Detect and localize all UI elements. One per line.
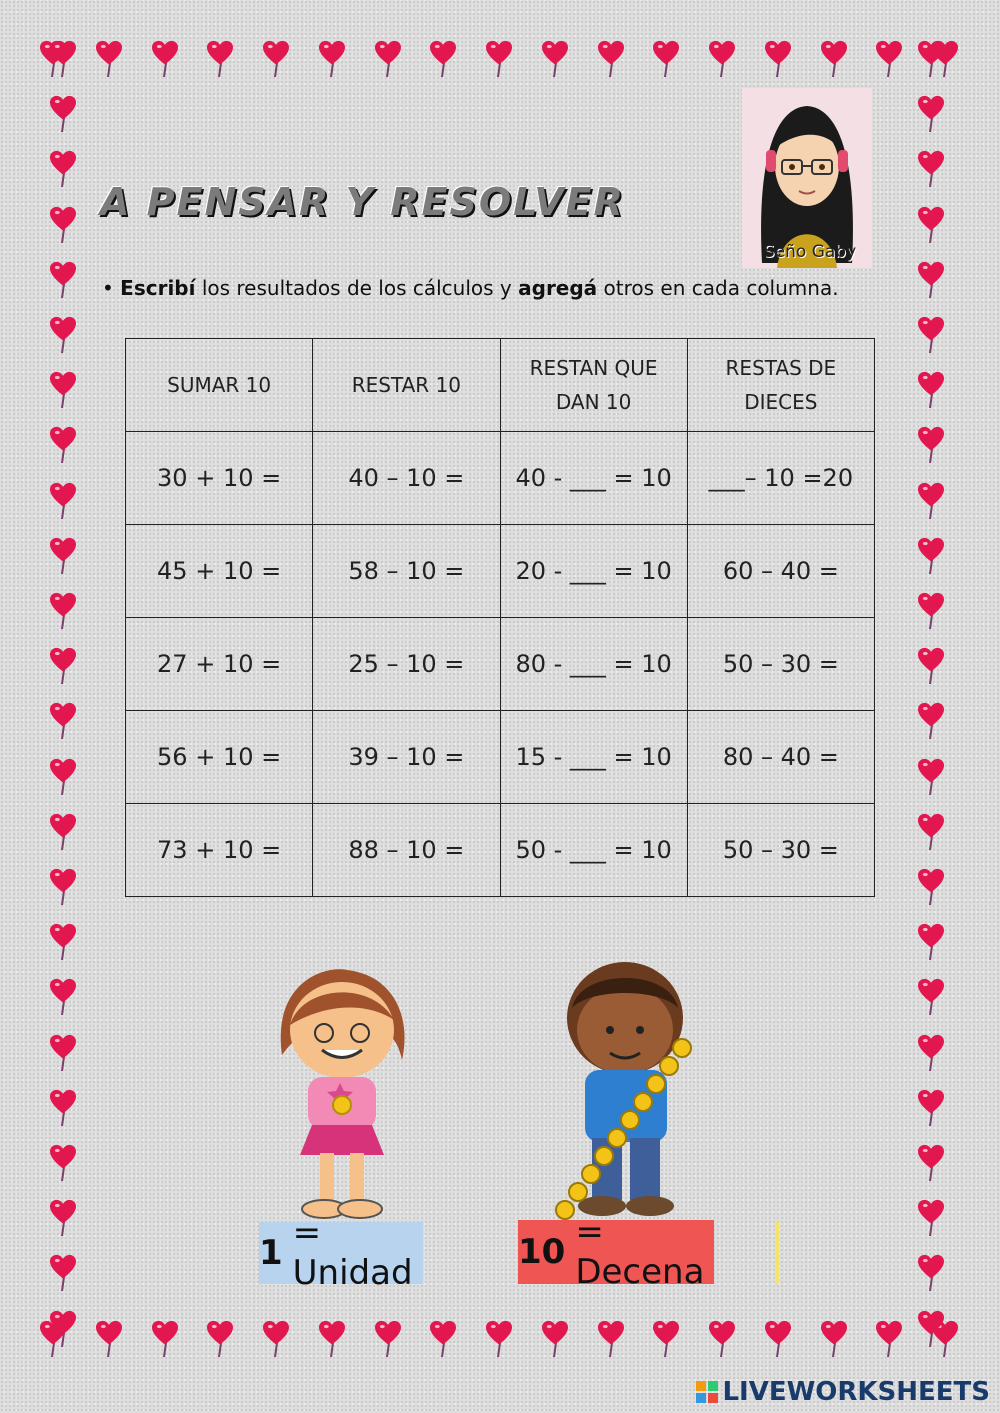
- heart-icon: [918, 923, 946, 963]
- heart-border-right: [918, 40, 946, 1350]
- instruction-text-2: otros en cada columna.: [597, 276, 839, 300]
- liveworksheets-icon: [696, 1381, 718, 1403]
- heart-icon: [50, 813, 78, 853]
- heart-icon: [598, 1320, 626, 1360]
- heart-icon: [821, 1320, 849, 1360]
- heart-icon: [918, 482, 946, 522]
- heart-icon: [50, 1144, 78, 1184]
- teacher-avatar: [742, 88, 872, 268]
- worksheet-title: A PENSAR Y RESOLVER: [100, 180, 625, 224]
- heart-icon: [918, 758, 946, 798]
- bead: [595, 1147, 613, 1165]
- heart-icon: [96, 40, 124, 80]
- heart-icon: [918, 261, 946, 301]
- table-row: [126, 432, 875, 525]
- instruction: [102, 276, 839, 300]
- heart-icon: [50, 261, 78, 301]
- heart-icon: [918, 813, 946, 853]
- heart-icon: [50, 426, 78, 466]
- exercise-table: [125, 338, 875, 897]
- heart-icon: [918, 371, 946, 411]
- table-row: [126, 711, 875, 804]
- bead: [634, 1093, 652, 1111]
- header-sumar: SUMAR 10: [126, 339, 313, 432]
- decena-number: 10: [518, 1232, 566, 1272]
- decena-text: = Decena: [575, 1212, 705, 1292]
- exercise-cell[interactable]: 25 – 10 =: [313, 618, 500, 711]
- heart-icon: [207, 1320, 235, 1360]
- heart-icon: [918, 592, 946, 632]
- table-header-row: [126, 339, 875, 432]
- heart-border-top: [40, 40, 960, 80]
- heart-icon: [50, 1310, 78, 1350]
- heart-icon: [319, 1320, 347, 1360]
- instruction-text-1: los resultados de los cálculos y: [195, 276, 519, 300]
- heart-icon: [918, 150, 946, 190]
- heart-icon: [918, 537, 946, 577]
- heart-icon: [96, 1320, 124, 1360]
- table-row: [126, 525, 875, 618]
- bead: [582, 1165, 600, 1183]
- bead: [647, 1075, 665, 1093]
- heart-icon: [918, 206, 946, 246]
- heart-icon: [319, 40, 347, 80]
- heart-icon: [263, 40, 291, 80]
- heart-icon: [598, 40, 626, 80]
- heart-icon: [50, 978, 78, 1018]
- heart-icon: [263, 1320, 291, 1360]
- heart-icon: [50, 758, 78, 798]
- heart-icon: [876, 40, 904, 80]
- bead: [673, 1039, 691, 1057]
- heart-icon: [50, 1254, 78, 1294]
- text-cursor-mark: [776, 1222, 779, 1284]
- heart-icon: [50, 537, 78, 577]
- exercise-cell[interactable]: 80 - ___ = 10: [500, 618, 687, 711]
- instruction-bold-1: Escribí: [120, 276, 196, 300]
- heart-icon: [50, 482, 78, 522]
- heart-icon: [709, 40, 737, 80]
- heart-icon: [50, 316, 78, 356]
- exercise-cell[interactable]: 39 – 10 =: [313, 711, 500, 804]
- exercise-cell[interactable]: 50 – 30 =: [687, 804, 874, 897]
- heart-icon: [876, 1320, 904, 1360]
- heart-icon: [918, 426, 946, 466]
- heart-icon: [918, 1254, 946, 1294]
- heart-icon: [765, 1320, 793, 1360]
- exercise-cell[interactable]: 50 - ___ = 10: [500, 804, 687, 897]
- bead: [556, 1201, 574, 1219]
- heart-border-bottom: [40, 1320, 960, 1360]
- heart-icon: [50, 1034, 78, 1074]
- heart-icon: [50, 1089, 78, 1129]
- heart-icon: [375, 40, 403, 80]
- exercise-cell[interactable]: 40 - ___ = 10: [500, 432, 687, 525]
- heart-icon: [918, 1089, 946, 1129]
- bead: [660, 1057, 678, 1075]
- exercise-cell[interactable]: 73 + 10 =: [126, 804, 313, 897]
- header-restar: RESTAR 10: [313, 339, 500, 432]
- bead: [621, 1111, 639, 1129]
- exercise-cell[interactable]: 60 – 40 =: [687, 525, 874, 618]
- avatar-name: Seño Gaby: [763, 242, 857, 262]
- decena-label: [518, 1212, 714, 1292]
- bead: [608, 1129, 626, 1147]
- heart-icon: [918, 868, 946, 908]
- exercise-cell[interactable]: 30 + 10 =: [126, 432, 313, 525]
- heart-icon: [821, 40, 849, 80]
- heart-icon: [50, 40, 78, 80]
- heart-icon: [152, 40, 180, 80]
- exercise-cell[interactable]: 27 + 10 =: [126, 618, 313, 711]
- heart-icon: [152, 1320, 180, 1360]
- heart-icon: [918, 978, 946, 1018]
- heart-icon: [542, 40, 570, 80]
- heart-icon: [918, 1034, 946, 1074]
- heart-icon: [918, 702, 946, 742]
- exercise-cell[interactable]: 20 - ___ = 10: [500, 525, 687, 618]
- heart-icon: [918, 1199, 946, 1239]
- heart-icon: [918, 95, 946, 135]
- unidad-number: 1: [259, 1233, 283, 1273]
- heart-icon: [50, 868, 78, 908]
- heart-icon: [709, 1320, 737, 1360]
- heart-border-left: [50, 40, 78, 1350]
- heart-icon: [653, 40, 681, 80]
- girl-unidad-illustration: [262, 965, 422, 1227]
- heart-icon: [375, 1320, 403, 1360]
- exercise-cell[interactable]: 56 + 10 =: [126, 711, 313, 804]
- heart-icon: [918, 316, 946, 356]
- exercise-cell[interactable]: 58 – 10 =: [313, 525, 500, 618]
- bead: [569, 1183, 587, 1201]
- heart-icon: [918, 1310, 946, 1350]
- exercise-cell[interactable]: 45 + 10 =: [126, 525, 313, 618]
- heart-icon: [207, 40, 235, 80]
- header-restas-dieces: RESTAS DE DIECES: [687, 339, 874, 432]
- unidad-text: = Unidad: [292, 1213, 413, 1293]
- heart-icon: [765, 40, 793, 80]
- heart-icon: [918, 647, 946, 687]
- boy-decena-illustration: [540, 958, 710, 1223]
- heart-icon: [486, 40, 514, 80]
- table-row: [126, 618, 875, 711]
- heart-icon: [918, 1144, 946, 1184]
- heart-icon: [50, 923, 78, 963]
- heart-icon: [50, 592, 78, 632]
- liveworksheets-logo: [696, 1377, 990, 1407]
- exercise-cell[interactable]: 40 – 10 =: [313, 432, 500, 525]
- exercise-cell[interactable]: ___– 10 =20: [687, 432, 874, 525]
- liveworksheets-text: LIVEWORKSHEETS: [722, 1377, 990, 1407]
- heart-icon: [542, 1320, 570, 1360]
- teacher-avatar-illustration: [742, 88, 872, 268]
- heart-icon: [430, 1320, 458, 1360]
- exercise-cell[interactable]: 80 – 40 =: [687, 711, 874, 804]
- heart-icon: [50, 1199, 78, 1239]
- heart-icon: [918, 40, 946, 80]
- exercise-cell[interactable]: 50 – 30 =: [687, 618, 874, 711]
- exercise-cell[interactable]: 88 – 10 =: [313, 804, 500, 897]
- table-row: [126, 804, 875, 897]
- heart-icon: [50, 371, 78, 411]
- heart-icon: [50, 702, 78, 742]
- unidad-label: [259, 1213, 423, 1293]
- heart-icon: [50, 647, 78, 687]
- heart-icon: [430, 40, 458, 80]
- instruction-bold-2: agregá: [518, 276, 598, 300]
- heart-icon: [50, 206, 78, 246]
- exercise-cell[interactable]: 15 - ___ = 10: [500, 711, 687, 804]
- heart-icon: [50, 150, 78, 190]
- heart-icon: [50, 95, 78, 135]
- heart-icon: [653, 1320, 681, 1360]
- heart-icon: [486, 1320, 514, 1360]
- bullet: •: [102, 276, 114, 300]
- header-restan-que-dan: RESTAN QUE DAN 10: [500, 339, 687, 432]
